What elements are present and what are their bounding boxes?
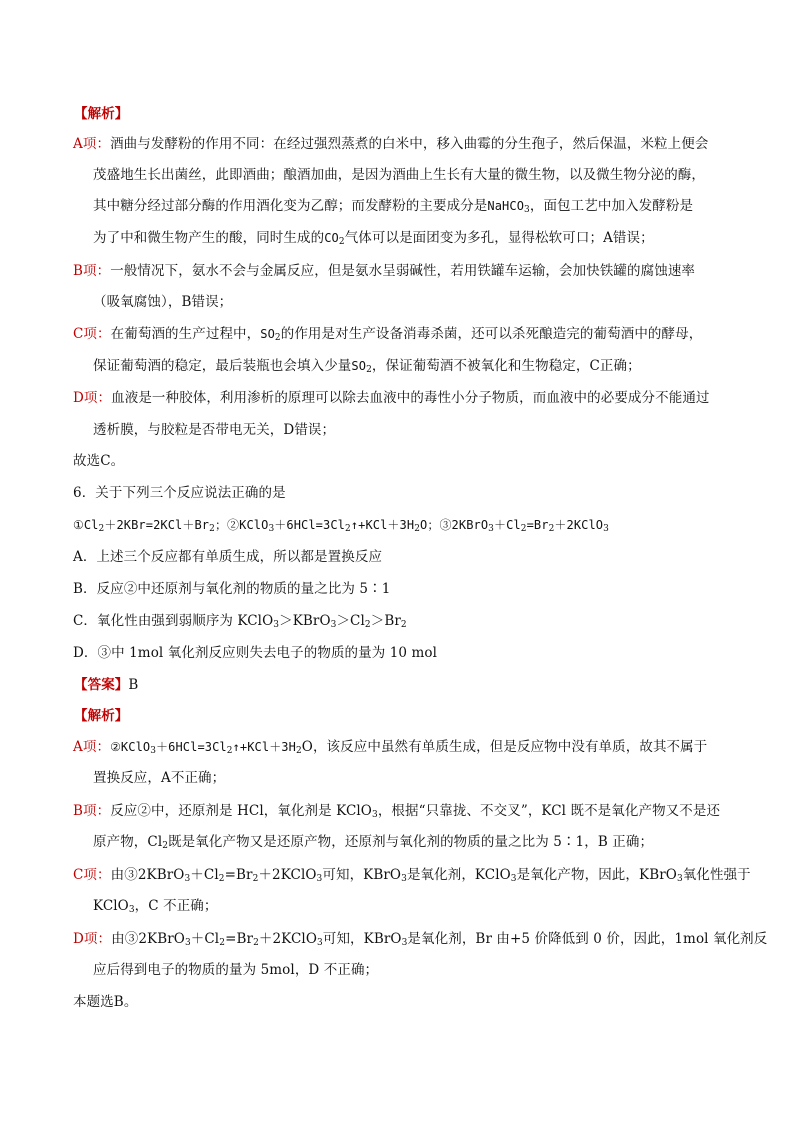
option-tag: C项： <box>73 867 111 883</box>
option-tag: D项： <box>73 390 112 406</box>
analysis-a-line-1: A项：酒曲与发酵粉的作用不同：在经过强烈蒸煮的白米中，移入曲霉的分生孢子，然后保温，米粒上便会 <box>73 136 709 152</box>
option-tag: A项： <box>73 136 111 152</box>
analysis-b-line-2: （吸氧腐蚀），B错误； <box>93 294 233 310</box>
analysis-c-line-2: 保证葡萄酒的稳定，最后装瓶也会填入少量$SO_2$，保证葡萄酒不被氧化和生物稳定，C正确； <box>93 358 641 375</box>
option-tag: A项： <box>73 739 111 755</box>
analysis2-b-line-2: 原产物，$Cl_2$既是氧化产物又是还原产物，还原剂与氧化剂的物质的量之比为 5∶1，B 正确； <box>93 834 654 851</box>
analysis-a-line-4: 为了中和微生物产生的酸，同时生成的$CO_2$气体可以是面团变为多孔，显得松软可口；A错误； <box>93 230 654 247</box>
option-a: A．上述三个反应都有单质生成，所以都是置换反应 <box>73 549 383 565</box>
question-stem: 6．关于下列三个反应说法正确的是 <box>73 485 286 501</box>
analysis-conclusion: 故选C。 <box>73 453 125 469</box>
analysis-c-line-1: C项：在葡萄酒的生产过程中，$SO_2$的作用是对生产设备消毒杀菌，还可以杀死酿造完的葡萄酒中的酵母， <box>73 326 703 343</box>
answer-value: B <box>128 677 139 693</box>
answer-line <box>74 675 138 695</box>
analysis-d-line-2: 透析膜，与胶粒是否带电无关，D错误； <box>93 422 336 438</box>
analysis2-a-line-2: 置换反应，A不正确； <box>93 770 226 786</box>
analysis-b-line-1: B项：一般情况下，氨水不会与金属反应，但是氨水呈弱碱性，若用铁罐车运输，会加快铁罐的腐蚀速率 <box>73 263 696 279</box>
analysis-d-line-1: D项：血液是一种胶体，利用渗析的原理可以除去血液中的毒性小分子物质，而血液中的必要成分不能通过 <box>73 390 710 406</box>
analysis-a-line-3: 其中糖分经过部分酶的作用酒化变为乙醇；而发酵粉的主要成分是NaHCO$_3$，面包工艺中加入发酵粉是 <box>93 198 694 215</box>
option-tag: B项： <box>73 263 111 279</box>
option-c: C．氧化性由强到弱顺序为 $KClO_3>KBrO_3>Cl_2>Br_2$ <box>73 613 407 630</box>
analysis2-a-line-1: A项：$②KClO_3+6HCl=3Cl_2↑+KCl+3H_2O$，该反应中虽然有单质生成，但是反应物中没有单质，故其不属于 <box>73 739 708 756</box>
analysis2-conclusion: 本题选B。 <box>73 994 138 1010</box>
analysis2-b-line-1: B项：反应②中，还原剂是 HCl，氧化剂是 KClO$_3$，根据“只靠拢、不交叉”，KCl 既不是氧化产物又不是还 <box>73 803 721 820</box>
option-d: D．③中 1mol 氧化剂反应则失去电子的物质的量为 10 mol <box>73 645 438 661</box>
analysis-label: 【解析】 <box>74 106 129 122</box>
question-reactions: $①Cl_2+2KBr=2KCl+Br_2$；$②KClO_3+6HCl=3Cl_2↑+KCl+3H_2O$；$③2KBrO_3+Cl_2=Br_2+2KClO_3$ <box>73 518 609 534</box>
answer-label: 【答案】 <box>74 677 129 693</box>
option-b: B．反应②中还原剂与氧化剂的物质的量之比为 5∶1 <box>73 581 391 597</box>
analysis-label: 【解析】 <box>74 708 129 724</box>
option-tag: C项： <box>73 326 111 342</box>
analysis2-c-line-2: KClO$_3$，C 不正确； <box>93 898 218 915</box>
analysis2-c-line-1: C项：由$③2KBrO_3+Cl_2=Br_2+2KClO_3$可知，KBrO$_3$是氧化剂，KClO$_3$是氧化产物，因此，KBrO$_3$氧化性强于 <box>73 867 751 884</box>
analysis2-d-line-2: 应后得到电子的物质的量为 5mol，D 不正确； <box>93 962 379 978</box>
option-tag: D项： <box>73 931 112 947</box>
analysis2-d-line-1: D项：由$③2KBrO_3+Cl_2=Br_2+2KClO_3$可知，KBrO$_3$是氧化剂，Br 由+5 价降低到 0 价，因此，1mol 氧化剂反 <box>73 931 768 948</box>
option-tag: B项： <box>73 803 111 819</box>
analysis-a-line-2: 茂盛地生长出菌丝，此即酒曲；酿酒加曲，是因为酒曲上生长有大量的微生物，以及微生物分泌的酶， <box>93 167 705 183</box>
